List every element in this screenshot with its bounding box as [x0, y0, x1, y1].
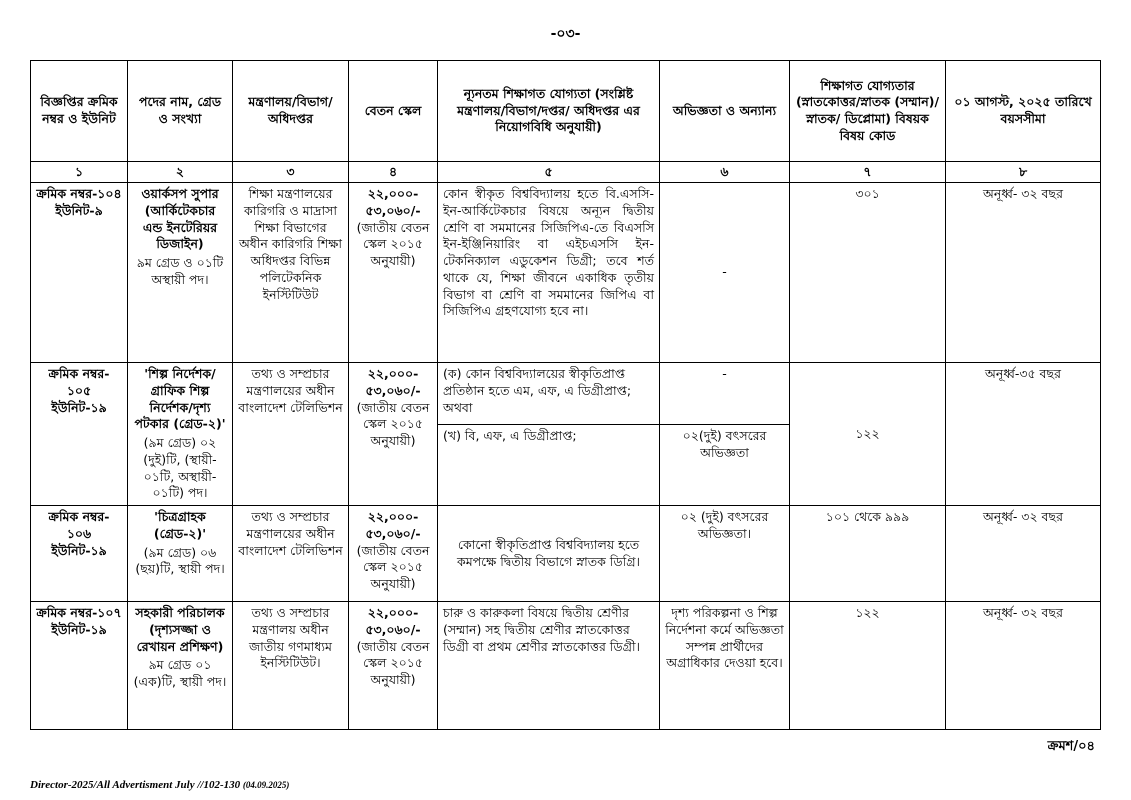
- unit-number: ইউনিট-১৯: [51, 621, 107, 637]
- cell-experience-107: দৃশ্য পরিকল্পনা ও শিল্প নির্দেশনা কর্মে অভিজ্ঞতা সম্পন্ন প্রার্থীদের অগ্রাধিকার দেওয়া হবে।: [660, 602, 790, 730]
- column-number-7: ৭: [790, 162, 946, 183]
- table-row-105: [31, 363, 1101, 425]
- column-number-1: ১: [31, 162, 128, 183]
- pay-scale-note: (জাতীয় বেতন স্কেল ২০১৫ অনুযায়ী): [356, 542, 430, 591]
- cell-post-106: [128, 506, 233, 602]
- column-number-8: ৮: [946, 162, 1101, 183]
- pay-scale-amount: ২২,০০০- ৫৩,০৬০/-: [365, 605, 421, 637]
- cell-ministry-104: শিক্ষা মন্ত্রণালয়ের কারিগরি ও মাদ্রাসা শিক্ষা বিভাগের অধীন কারিগরি শিক্ষা অধিদপ্তর বিভিন্ন পলিটেকনিক ইনস্টিটিউট: [233, 183, 349, 363]
- serial-number: ক্রমিক নম্বর-১০৭: [36, 605, 122, 620]
- cell-pay-scale-104: [349, 183, 438, 363]
- unit-number: ইউনিট-১৯: [51, 542, 107, 558]
- cell-ministry-105: তথ্য ও সম্প্রচার মন্ত্রণালয়ের অধীন বাংলাদেশ টেলিভিশন: [233, 363, 349, 506]
- footer-date: (04.09.2025): [242, 780, 290, 790]
- header-experience: অভিজ্ঞতা ও অন্যান্য: [660, 61, 790, 162]
- cell-qualification-104: কোন স্বীকৃত বিশ্ববিদ্যালয় হতে বি.এসসি-ইন-আর্কিটেকচার বিষয়ে অন্যূন দ্বিতীয় শ্রেণি বা সমমানের সিজিপিএ-তে বিএসসি ইন-ইঞ্জিনিয়ারিং বা এইচএসসি ইন-টেকনিক্যাল এডুকেশন ডিগ্রী; তবে শর্ত থাকে যে, শিক্ষা জীবনে একাধিক তৃতীয় বিভাগ বা শ্রেণি বা সমমানের জিপিএ বা সিজিপিএ গ্রহণযোগ্য হবে না।: [438, 183, 660, 363]
- cell-subject-code-104: ৩০১: [790, 183, 946, 363]
- job-advertisement-table: [30, 60, 1101, 730]
- pay-scale-amount: ২২,০০০- ৫৩,০৬০/-: [365, 509, 421, 541]
- header-ministry: মন্ত্রণালয়/বিভাগ/ অধিদপ্তর: [233, 61, 349, 162]
- header-age-limit: ০১ আগস্ট, ২০২৫ তারিখে বয়সসীমা: [946, 61, 1101, 162]
- document-footer: [30, 779, 289, 791]
- post-detail: (৯ম গ্রেড) ০৬ (ছয়)টি, স্থায়ী পদ।: [135, 544, 225, 577]
- pay-scale-note: (জাতীয় বেতন স্কেল ২০১৫ অনুযায়ী): [356, 638, 430, 687]
- cell-experience-105b: ০২(দুই) বৎসরের অভিজ্ঞতা: [660, 425, 790, 506]
- serial-number: ক্রমিক নম্বর- ১০৬: [48, 509, 110, 541]
- cell-post-107: [128, 602, 233, 730]
- cell-pay-scale-105: [349, 363, 438, 506]
- column-number-2: ২: [128, 162, 233, 183]
- cell-pay-scale-106: [349, 506, 438, 602]
- cell-age-limit-104: অনূর্ধ্ব- ৩২ বছর: [946, 183, 1101, 363]
- column-number-3: ৩: [233, 162, 349, 183]
- table-header-row: [31, 61, 1101, 162]
- header-subject-code: শিক্ষাগত যোগ্যতার (স্নাতকোত্তর/স্নাতক (সম্মান)/স্নাতক/ ডিপ্লোমা) বিষয়ক বিষয় কোড: [790, 61, 946, 162]
- pay-scale-amount: ২২,০০০- ৫৩,০৬০/-: [365, 366, 421, 398]
- cell-pay-scale-107: [349, 602, 438, 730]
- header-qualification: ন্যূনতম শিক্ষাগত যোগ্যতা (সংশ্লিষ্ট মন্ত্রণালয়/বিভাগ/দপ্তর/ অধিদপ্তর এর নিয়োগবিধি অনুযায়ী): [438, 61, 660, 162]
- header-serial-unit: বিজ্ঞপ্তির ক্রমিক নম্বর ও ইউনিট: [31, 61, 128, 162]
- table-row-104: [31, 183, 1101, 363]
- continuation-note: ক্রমশ/০৪: [1047, 739, 1095, 754]
- cell-subject-code-107: ১২২: [790, 602, 946, 730]
- cell-age-limit-106: অনূর্ধ্ব- ৩২ বছর: [946, 506, 1101, 602]
- post-title: ওয়ার্কসপ সুপার (আর্কিটেকচার এন্ড ইনটেরিয়র ডিজাইন): [141, 186, 219, 252]
- footer-reference: Director-2025/All Advertisment July //102-130: [30, 779, 241, 791]
- post-detail: (৯ম গ্রেড) ০২ (দুই)টি, (স্থায়ী- ০১টি, অস্থায়ী- ০১টি) পদ।: [143, 435, 217, 501]
- cell-qualification-107: চারু ও কারুকলা বিষয়ে দ্বিতীয় শ্রেণীর (সম্মান) সহ দ্বিতীয় শ্রেণীর স্নাতকোত্তর ডিগ্রী বা প্রথম শ্রেণীর স্নাতকোত্তর ডিগ্রী।: [438, 602, 660, 730]
- cell-serial-105: [31, 363, 128, 506]
- table-row-106: [31, 506, 1101, 602]
- serial-number: ক্রমিক নম্বর-১০৪: [36, 186, 122, 201]
- cell-experience-106: ০২ (দুই) বৎসরের অভিজ্ঞতা।: [660, 506, 790, 602]
- cell-ministry-106: তথ্য ও সম্প্রচার মন্ত্রণালয়ের অধীন বাংলাদেশ টেলিভিশন: [233, 506, 349, 602]
- cell-serial-104: [31, 183, 128, 363]
- qualification-option-a: (ক) কোন বিশ্ববিদ্যালয়ের স্বীকৃতিপ্রাপ্ত প্রতিষ্ঠান হতে এম, এফ, এ ডিগ্রীপ্রাপ্ত;: [443, 366, 632, 398]
- post-detail: ৯ম গ্রেড ও ০১টি অস্থায়ী পদ।: [136, 255, 224, 287]
- unit-number: ইউনিট-১৯: [51, 399, 107, 415]
- post-detail: ৯ম গ্রেড ০১ (এক)টি, স্থায়ী পদ।: [133, 657, 227, 689]
- cell-ministry-107: তথ্য ও সম্প্রচার মন্ত্রণালয় অধীন জাতীয় গণমাধ্যম ইনস্টিটিউট।: [233, 602, 349, 730]
- qualification-or: অথবা: [443, 399, 473, 415]
- cell-experience-104: -: [660, 183, 790, 363]
- cell-age-limit-107: অনূর্ধ্ব- ৩২ বছর: [946, 602, 1101, 730]
- post-title: 'শিল্প নির্দেশক/ গ্রাফিক শিল্প নির্দেশক/দৃশ্য পটকার (গ্রেড-২)': [134, 366, 226, 432]
- column-number-4: ৪: [349, 162, 438, 183]
- header-post-name: পদের নাম, গ্রেড ও সংখ্যা: [128, 61, 233, 162]
- cell-experience-105a: -: [660, 363, 790, 425]
- cell-qualification-105b: (খ) বি, এফ, এ ডিগ্রীপ্রাপ্ত;: [438, 425, 660, 506]
- pay-scale-amount: ২২,০০০- ৫৩,০৬০/-: [365, 186, 421, 218]
- cell-subject-code-106: ১০১ থেকে ৯৯৯: [790, 506, 946, 602]
- serial-number: ক্রমিক নম্বর- ১০৫: [48, 366, 110, 398]
- pay-scale-note: (জাতীয় বেতন স্কেল ২০১৫ অনুযায়ী): [356, 399, 430, 448]
- cell-subject-code-105: ১২২: [790, 363, 946, 506]
- cell-serial-107: [31, 602, 128, 730]
- cell-post-105: [128, 363, 233, 506]
- cell-qualification-105a: [438, 363, 660, 425]
- column-number-5: ৫: [438, 162, 660, 183]
- cell-serial-106: [31, 506, 128, 602]
- unit-number: ইউনিট-৯: [55, 202, 103, 218]
- table-row-107: [31, 602, 1101, 730]
- cell-age-limit-105: অনূর্ধ্ব-৩৫ বছর: [946, 363, 1101, 506]
- pay-scale-note: (জাতীয় বেতন স্কেল ২০১৫ অনুযায়ী): [356, 219, 430, 268]
- post-title: সহকারী পরিচালক (দৃশ্যসজ্জা ও রেখায়ন প্রশিক্ষণ): [135, 605, 225, 654]
- column-number-6: ৬: [660, 162, 790, 183]
- cell-post-104: [128, 183, 233, 363]
- page-number: -০৩-: [550, 26, 581, 42]
- cell-qualification-106: কোনো স্বীকৃতিপ্রাপ্ত বিশ্ববিদ্যালয় হতে কমপক্ষে দ্বিতীয় বিভাগে স্নাতক ডিগ্রি।: [438, 506, 660, 602]
- post-title: 'চিত্রগ্রাহক (গ্রেড-২)': [153, 509, 207, 541]
- header-pay-scale: বেতন স্কেল: [349, 61, 438, 162]
- column-number-row: [31, 162, 1101, 183]
